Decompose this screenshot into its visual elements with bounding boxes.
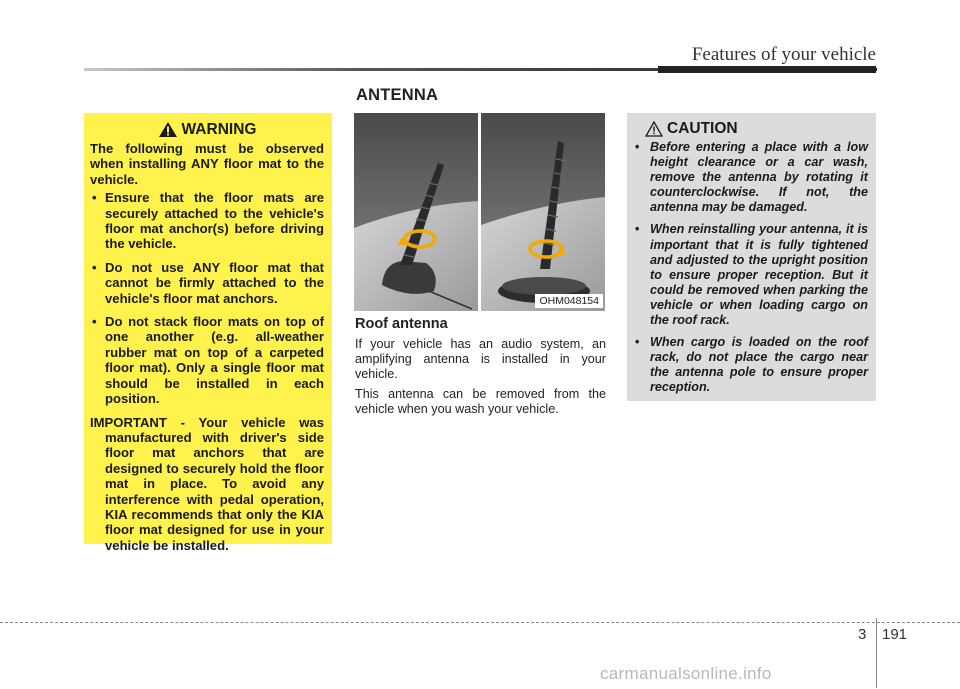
- chapter-number: 3: [858, 626, 867, 643]
- caution-item: • Before entering a place with a low height clearance or a car wash, remove the antenna by rotating it counterclockwise. If not, the antenna may be damaged.: [635, 140, 868, 215]
- running-header: Features of your vehicle: [691, 44, 876, 65]
- caution-list: [635, 140, 868, 396]
- warning-important: IMPORTANT - Your vehicle was manufactured with driver's side floor mat anchors that are designed to securely hold the floor mat in place. To avoid any interference with pedal operation, KIA recommends that only the KIA floor mat designed for use in your vehicle be installed.: [90, 414, 324, 553]
- body-paragraph: If your vehicle has an audio system, an amplifying antenna is installed in your vehicle.: [355, 337, 606, 381]
- warning-header: [90, 121, 324, 138]
- caution-box: [627, 113, 876, 401]
- header-rule-tab: [658, 66, 876, 73]
- page-number-divider: [876, 618, 877, 688]
- warning-item: • Ensure that the floor mats are securely attached to the vehicle's floor mat anchor(s) before driving the vehicle.: [90, 190, 324, 252]
- antenna-removal-illustration: [354, 113, 605, 311]
- body-paragraph: This antenna can be removed from the vehicle when you wash your vehicle.: [355, 387, 606, 416]
- image-code: OHM048154: [535, 294, 603, 308]
- caution-triangle-icon: [645, 121, 663, 137]
- caution-header: [645, 121, 868, 137]
- page-number: 191: [882, 626, 908, 643]
- warning-box: [84, 113, 332, 553]
- caution-item: • When cargo is loaded on the roof rack, do not place the cargo near the antenna pole to ensure proper reception.: [635, 335, 868, 395]
- watermark: carmanualsonline.info: [600, 664, 772, 683]
- section-title: ANTENNA: [356, 86, 439, 104]
- warning-title: WARNING: [181, 120, 257, 138]
- roof-antenna-heading: Roof antenna: [355, 316, 448, 332]
- warning-triangle-icon: [158, 121, 178, 138]
- warning-item: • Do not use ANY floor mat that cannot be firmly attached to the vehicle's floor mat anchors.: [90, 260, 324, 306]
- antenna-illustration: [354, 113, 605, 311]
- roof-antenna-body: [355, 337, 606, 422]
- warning-item: • Do not stack floor mats on top of one another (e.g. all-weather rubber mat on top of a carpeted floor mat). Only a single floor mat should be installed in each position.: [90, 314, 324, 406]
- footer-rule: [0, 622, 960, 623]
- caution-item: • When reinstalling your antenna, it is important that it is fully tightened and adjusted to the upright position to ensure proper reception. But it could be removed when parking the vehicle or when loading cargo on the roof rack.: [635, 222, 868, 328]
- warning-list: [90, 190, 324, 406]
- caution-title: CAUTION: [667, 120, 738, 138]
- warning-intro: The following must be observed when installing ANY floor mat to the vehicle.: [90, 141, 324, 187]
